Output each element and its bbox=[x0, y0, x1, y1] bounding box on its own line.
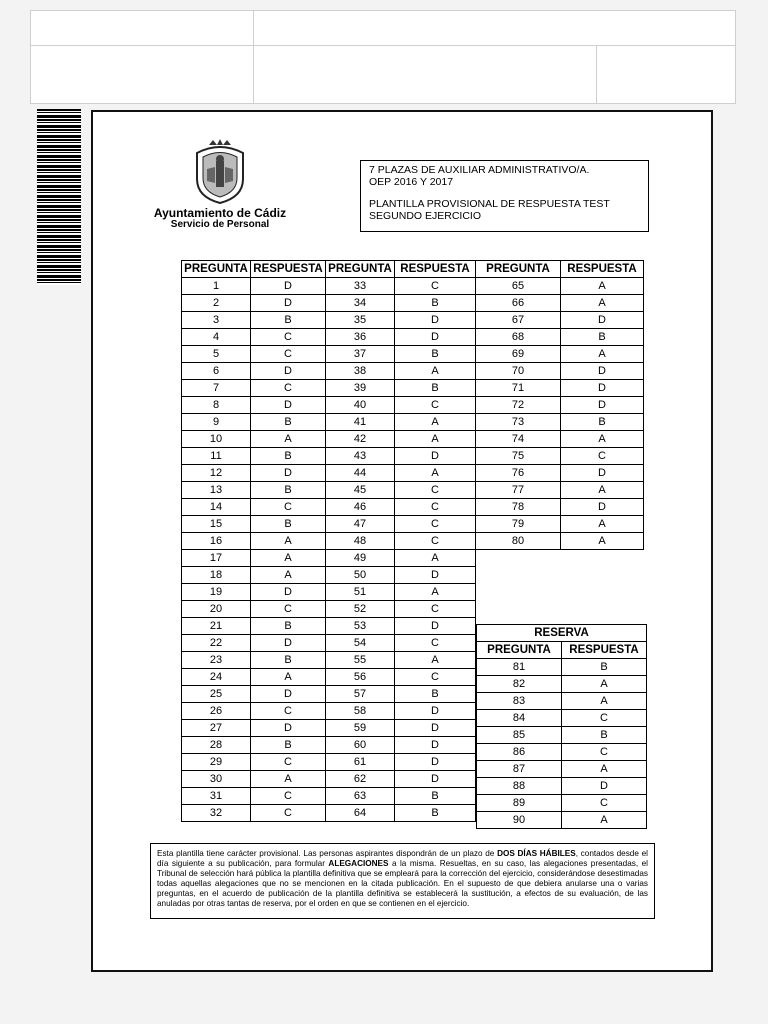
answer-cell: D bbox=[395, 720, 476, 737]
question-number-cell: 8 bbox=[182, 397, 251, 414]
question-number-cell: 59 bbox=[326, 720, 395, 737]
table-row bbox=[182, 567, 644, 584]
question-number-cell: 72 bbox=[476, 397, 561, 414]
reserve-title: RESERVA bbox=[477, 625, 647, 642]
question-number-cell: 23 bbox=[182, 652, 251, 669]
answer-cell: D bbox=[395, 618, 476, 635]
table-row bbox=[182, 533, 644, 550]
answer-cell: A bbox=[395, 584, 476, 601]
question-number-cell: 14 bbox=[182, 499, 251, 516]
table-row bbox=[182, 465, 644, 482]
answer-cell: B bbox=[561, 329, 644, 346]
question-number-cell: 18 bbox=[182, 567, 251, 584]
col-pregunta: PREGUNTA bbox=[477, 642, 562, 659]
question-number-cell: 89 bbox=[477, 795, 562, 812]
exam-part: SEGUNDO EJERCICIO bbox=[369, 209, 482, 222]
answer-cell: A bbox=[561, 533, 644, 550]
answer-cell: C bbox=[251, 754, 326, 771]
reserve-table-header bbox=[477, 642, 647, 659]
question-number-cell: 34 bbox=[326, 295, 395, 312]
question-number-cell: 10 bbox=[182, 431, 251, 448]
table-row bbox=[477, 778, 647, 795]
question-number-cell: 76 bbox=[476, 465, 561, 482]
question-number-cell: 24 bbox=[182, 669, 251, 686]
top-grid-cell bbox=[597, 46, 736, 103]
provisional-notice: Esta plantilla tiene carácter provisional. Las personas aspirantes dispondrán de un plazo de DOS DÍAS HÁBILES, contados desde el día siguiente a su publicación, para formular ALEGACIONES a la misma. Resueltas, en su caso, las alegaciones presentadas, el Tribunal de selección hará pública la plantilla definitiva que se empleará para la corrección del ejercicio, considerándose desestimadas todas aquellas alegaciones que no se mencionen en la citada publicación. En el supuesto de que debiera anularse una o varias preguntas, en el acuerdo de publicación de la plantilla definitiva se establecerá la sustitución, a efectos de su evaluación, de las anuladas por otras tantas de reserva, por el orden en que se contienen en el ejercicio. bbox=[150, 843, 655, 919]
template-title: PLANTILLA PROVISIONAL DE RESPUESTA TEST bbox=[369, 198, 610, 210]
question-number-cell: 85 bbox=[477, 727, 562, 744]
answer-cell: A bbox=[562, 676, 647, 693]
answer-cell: D bbox=[561, 380, 644, 397]
answer-cell: D bbox=[561, 312, 644, 329]
table-row bbox=[477, 676, 647, 693]
question-number-cell: 7 bbox=[182, 380, 251, 397]
question-number-cell: 37 bbox=[326, 346, 395, 363]
answer-cell: D bbox=[395, 448, 476, 465]
question-number-cell: 90 bbox=[477, 812, 562, 829]
answer-cell: B bbox=[395, 805, 476, 822]
answer-cell: B bbox=[251, 618, 326, 635]
question-number-cell: 9 bbox=[182, 414, 251, 431]
answer-cell: C bbox=[561, 448, 644, 465]
question-number-cell: 39 bbox=[326, 380, 395, 397]
table-row bbox=[477, 693, 647, 710]
answer-cell: A bbox=[395, 550, 476, 567]
question-number-cell: 52 bbox=[326, 601, 395, 618]
question-number-cell: 13 bbox=[182, 482, 251, 499]
question-number-cell: 16 bbox=[182, 533, 251, 550]
question-number-cell: 65 bbox=[476, 278, 561, 295]
answer-cell: D bbox=[395, 567, 476, 584]
answer-cell: B bbox=[395, 380, 476, 397]
question-number-cell: 51 bbox=[326, 584, 395, 601]
question-number-cell: 21 bbox=[182, 618, 251, 635]
question-number-cell: 55 bbox=[326, 652, 395, 669]
top-grid-cell bbox=[31, 11, 254, 46]
question-number-cell: 47 bbox=[326, 516, 395, 533]
question-number-cell: 74 bbox=[476, 431, 561, 448]
answer-cell: D bbox=[251, 278, 326, 295]
answer-cell: C bbox=[395, 669, 476, 686]
question-number-cell: 6 bbox=[182, 363, 251, 380]
col-respuesta: RESPUESTA bbox=[561, 261, 644, 278]
question-number-cell: 28 bbox=[182, 737, 251, 754]
answer-cell: C bbox=[251, 788, 326, 805]
question-number-cell: 84 bbox=[477, 710, 562, 727]
table-row bbox=[477, 710, 647, 727]
table-row bbox=[182, 431, 644, 448]
question-number-cell: 12 bbox=[182, 465, 251, 482]
answer-cell: D bbox=[395, 737, 476, 754]
question-number-cell: 88 bbox=[477, 778, 562, 795]
answer-cell: A bbox=[562, 812, 647, 829]
answer-cell: C bbox=[395, 601, 476, 618]
answer-cell: D bbox=[561, 465, 644, 482]
answer-cell: C bbox=[562, 710, 647, 727]
table-row bbox=[182, 295, 644, 312]
table-row bbox=[182, 414, 644, 431]
exam-info-box bbox=[360, 160, 649, 232]
question-number-cell: 42 bbox=[326, 431, 395, 448]
question-number-cell: 11 bbox=[182, 448, 251, 465]
table-row bbox=[182, 550, 644, 567]
question-number-cell: 30 bbox=[182, 771, 251, 788]
question-number-cell: 38 bbox=[326, 363, 395, 380]
answer-cell: B bbox=[251, 737, 326, 754]
table-row bbox=[182, 380, 644, 397]
answer-cell: A bbox=[251, 771, 326, 788]
answer-cell: B bbox=[561, 414, 644, 431]
question-number-cell: 50 bbox=[326, 567, 395, 584]
question-number-cell: 26 bbox=[182, 703, 251, 720]
question-number-cell: 57 bbox=[326, 686, 395, 703]
top-grid-cell bbox=[254, 11, 736, 46]
reserve-table bbox=[476, 624, 647, 829]
question-number-cell: 58 bbox=[326, 703, 395, 720]
answer-cell: D bbox=[395, 771, 476, 788]
answer-cell: C bbox=[395, 278, 476, 295]
question-number-cell: 75 bbox=[476, 448, 561, 465]
answer-cell: D bbox=[251, 686, 326, 703]
answer-cell: C bbox=[395, 635, 476, 652]
question-number-cell: 3 bbox=[182, 312, 251, 329]
question-number-cell: 33 bbox=[326, 278, 395, 295]
question-number-cell: 64 bbox=[326, 805, 395, 822]
col-pregunta: PREGUNTA bbox=[476, 261, 561, 278]
answer-cell: D bbox=[561, 363, 644, 380]
question-number-cell: 19 bbox=[182, 584, 251, 601]
answer-cell: B bbox=[562, 727, 647, 744]
answer-cell: A bbox=[561, 482, 644, 499]
table-row bbox=[477, 761, 647, 778]
answer-cell: B bbox=[251, 516, 326, 533]
answer-cell: A bbox=[395, 363, 476, 380]
answer-cell: A bbox=[562, 761, 647, 778]
table-row bbox=[477, 795, 647, 812]
question-number-cell: 17 bbox=[182, 550, 251, 567]
answer-cell: B bbox=[251, 652, 326, 669]
answer-cell: D bbox=[395, 754, 476, 771]
answer-cell: A bbox=[395, 431, 476, 448]
question-number-cell: 32 bbox=[182, 805, 251, 822]
question-number-cell: 46 bbox=[326, 499, 395, 516]
col-respuesta: RESPUESTA bbox=[251, 261, 326, 278]
top-form-grid bbox=[30, 10, 736, 104]
answer-cell: A bbox=[251, 431, 326, 448]
table-row bbox=[477, 659, 647, 676]
col-respuesta: RESPUESTA bbox=[562, 642, 647, 659]
col-respuesta: RESPUESTA bbox=[395, 261, 476, 278]
question-number-cell: 45 bbox=[326, 482, 395, 499]
answer-cell: B bbox=[562, 659, 647, 676]
question-number-cell: 69 bbox=[476, 346, 561, 363]
answer-cell: B bbox=[395, 686, 476, 703]
answer-cell: B bbox=[251, 414, 326, 431]
answer-cell: A bbox=[561, 431, 644, 448]
table-row bbox=[182, 499, 644, 516]
answer-cell: D bbox=[561, 397, 644, 414]
answer-cell: A bbox=[562, 693, 647, 710]
question-number-cell: 71 bbox=[476, 380, 561, 397]
question-number-cell: 68 bbox=[476, 329, 561, 346]
question-number-cell: 20 bbox=[182, 601, 251, 618]
question-number-cell: 87 bbox=[477, 761, 562, 778]
table-row bbox=[182, 397, 644, 414]
question-number-cell: 15 bbox=[182, 516, 251, 533]
table-row bbox=[182, 516, 644, 533]
answer-cell: A bbox=[251, 567, 326, 584]
answer-cell: A bbox=[561, 295, 644, 312]
question-number-cell: 78 bbox=[476, 499, 561, 516]
answer-cell: C bbox=[395, 516, 476, 533]
table-row bbox=[182, 312, 644, 329]
table-row bbox=[182, 584, 644, 601]
question-number-cell: 43 bbox=[326, 448, 395, 465]
answer-cell: C bbox=[395, 482, 476, 499]
table-row bbox=[182, 346, 644, 363]
question-number-cell: 49 bbox=[326, 550, 395, 567]
top-grid-cell bbox=[254, 46, 597, 103]
question-number-cell: 2 bbox=[182, 295, 251, 312]
exam-title: 7 PLAZAS DE AUXILIAR ADMINISTRATIVO/A. bbox=[369, 164, 590, 176]
question-number-cell: 25 bbox=[182, 686, 251, 703]
question-number-cell: 1 bbox=[182, 278, 251, 295]
answer-cell: C bbox=[395, 533, 476, 550]
answer-cell: A bbox=[251, 550, 326, 567]
question-number-cell: 36 bbox=[326, 329, 395, 346]
question-number-cell: 27 bbox=[182, 720, 251, 737]
answer-cell: D bbox=[251, 295, 326, 312]
answer-cell: D bbox=[251, 635, 326, 652]
answer-cell: C bbox=[251, 499, 326, 516]
answer-cell: A bbox=[561, 516, 644, 533]
answer-cell: C bbox=[251, 380, 326, 397]
question-number-cell: 60 bbox=[326, 737, 395, 754]
question-number-cell: 48 bbox=[326, 533, 395, 550]
table-row bbox=[182, 278, 644, 295]
col-pregunta: PREGUNTA bbox=[182, 261, 251, 278]
question-number-cell: 44 bbox=[326, 465, 395, 482]
answer-cell: A bbox=[395, 465, 476, 482]
answer-cell: B bbox=[395, 346, 476, 363]
answer-cell: D bbox=[251, 465, 326, 482]
answer-cell: D bbox=[251, 397, 326, 414]
answer-cell: D bbox=[395, 329, 476, 346]
answer-table-header bbox=[182, 261, 644, 278]
answer-cell: A bbox=[395, 414, 476, 431]
top-grid-cell bbox=[31, 46, 254, 103]
answer-cell: C bbox=[251, 703, 326, 720]
answer-cell: A bbox=[561, 278, 644, 295]
question-number-cell: 31 bbox=[182, 788, 251, 805]
question-number-cell: 83 bbox=[477, 693, 562, 710]
table-row bbox=[477, 744, 647, 761]
answer-cell: D bbox=[562, 778, 647, 795]
question-number-cell: 73 bbox=[476, 414, 561, 431]
col-pregunta: PREGUNTA bbox=[326, 261, 395, 278]
table-row bbox=[182, 363, 644, 380]
table-row bbox=[477, 727, 647, 744]
question-number-cell: 67 bbox=[476, 312, 561, 329]
answer-cell: A bbox=[251, 533, 326, 550]
answer-cell: C bbox=[562, 744, 647, 761]
answer-cell: C bbox=[251, 601, 326, 618]
question-number-cell: 29 bbox=[182, 754, 251, 771]
question-number-cell: 82 bbox=[477, 676, 562, 693]
city-crest-logo bbox=[189, 139, 251, 205]
question-number-cell: 66 bbox=[476, 295, 561, 312]
answer-cell: C bbox=[395, 499, 476, 516]
question-number-cell: 81 bbox=[477, 659, 562, 676]
answer-cell: C bbox=[562, 795, 647, 812]
question-number-cell: 86 bbox=[477, 744, 562, 761]
table-row bbox=[182, 601, 644, 618]
question-number-cell: 53 bbox=[326, 618, 395, 635]
answer-cell: B bbox=[251, 448, 326, 465]
question-number-cell: 22 bbox=[182, 635, 251, 652]
exam-oep: OEP 2016 Y 2017 bbox=[369, 175, 454, 188]
answer-cell: D bbox=[251, 584, 326, 601]
answer-cell: C bbox=[251, 805, 326, 822]
question-number-cell: 5 bbox=[182, 346, 251, 363]
answer-cell: D bbox=[395, 703, 476, 720]
answer-cell: D bbox=[395, 312, 476, 329]
question-number-cell: 35 bbox=[326, 312, 395, 329]
answer-cell: B bbox=[251, 312, 326, 329]
question-number-cell: 77 bbox=[476, 482, 561, 499]
question-number-cell: 63 bbox=[326, 788, 395, 805]
org-name: Ayuntamiento de Cádiz bbox=[153, 206, 287, 220]
answer-cell: C bbox=[251, 346, 326, 363]
question-number-cell: 40 bbox=[326, 397, 395, 414]
org-department: Servicio de Personal bbox=[170, 219, 270, 230]
question-number-cell: 62 bbox=[326, 771, 395, 788]
question-number-cell: 54 bbox=[326, 635, 395, 652]
question-number-cell: 56 bbox=[326, 669, 395, 686]
answer-cell: C bbox=[395, 397, 476, 414]
question-number-cell: 70 bbox=[476, 363, 561, 380]
question-number-cell: 61 bbox=[326, 754, 395, 771]
answer-cell: D bbox=[251, 720, 326, 737]
answer-cell: B bbox=[395, 295, 476, 312]
table-row bbox=[182, 448, 644, 465]
answer-cell: D bbox=[251, 363, 326, 380]
answer-cell: A bbox=[395, 652, 476, 669]
table-row bbox=[182, 329, 644, 346]
barcode bbox=[37, 109, 81, 285]
answer-cell: D bbox=[561, 499, 644, 516]
table-row bbox=[182, 482, 644, 499]
question-number-cell: 79 bbox=[476, 516, 561, 533]
answer-cell: B bbox=[251, 482, 326, 499]
question-number-cell: 41 bbox=[326, 414, 395, 431]
table-row bbox=[477, 812, 647, 829]
question-number-cell: 80 bbox=[476, 533, 561, 550]
question-number-cell: 4 bbox=[182, 329, 251, 346]
answer-cell: C bbox=[251, 329, 326, 346]
answer-cell: A bbox=[561, 346, 644, 363]
answer-cell: A bbox=[251, 669, 326, 686]
answer-cell: B bbox=[395, 788, 476, 805]
